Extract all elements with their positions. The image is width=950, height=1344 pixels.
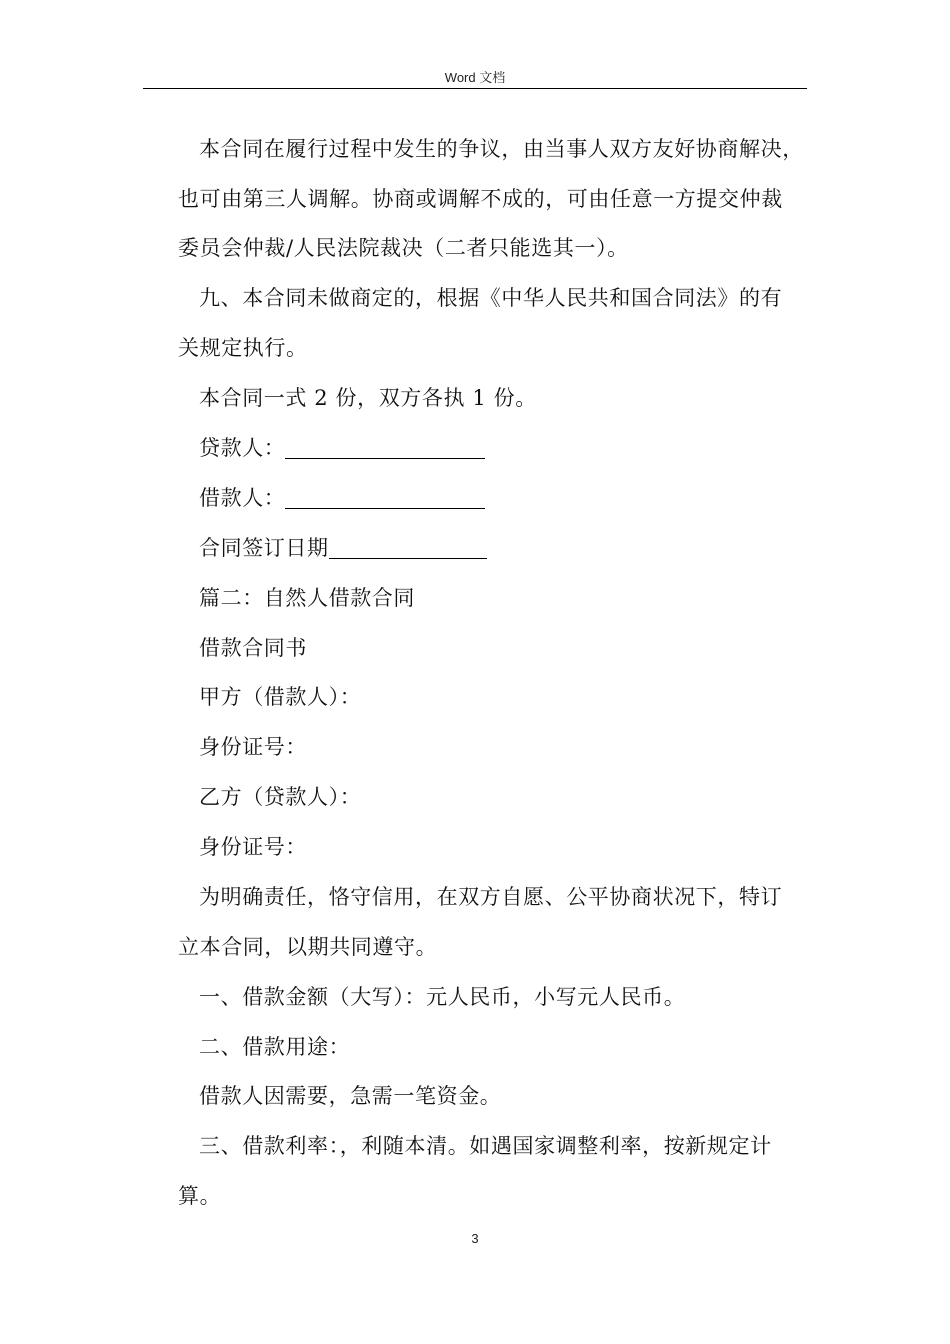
paragraph-line: 立本合同，以期共同遵守。 (178, 935, 438, 959)
borrower-blank (285, 486, 485, 509)
paragraph-line: 算。 (178, 1184, 222, 1208)
document-title: 借款合同书 (199, 636, 307, 660)
header-divider (143, 88, 807, 89)
lender-label: 贷款人： (199, 436, 286, 460)
paragraph-line: 本合同一式 2 份，双方各执 1 份。 (199, 386, 537, 410)
lender-signature-line (199, 434, 485, 462)
page-number: 3 (471, 1231, 479, 1246)
section-heading: 篇二：自然人借款合同 (199, 586, 415, 610)
party-a-line: 甲方（借款人）： (199, 685, 362, 709)
paragraph-line: 九、本合同未做商定的，根据《中华人民共和国合同法》的有 (199, 286, 783, 310)
paragraph-line: 关规定执行。 (178, 336, 308, 360)
page-header: Word 文档 (444, 70, 506, 85)
paragraph-line: 委员会仲裁/人民法院裁决（二者只能选其一）。 (178, 236, 629, 260)
clause-purpose: 二、借款用途： (199, 1035, 351, 1059)
paragraph-line: 借款人因需要，急需一笔资金。 (199, 1084, 502, 1108)
party-b-line: 乙方（贷款人）： (199, 785, 362, 809)
paragraph-line: 为明确责任，恪守信用，在双方自愿、公平协商状况下，特订 (199, 885, 783, 909)
clause-amount: 一、借款金额（大写）：元人民币，小写元人民币。 (199, 985, 686, 1009)
borrower-signature-line (199, 484, 485, 512)
party-b-id-line: 身份证号： (199, 835, 307, 859)
party-a-id-line: 身份证号： (199, 735, 307, 759)
signing-date-blank (329, 536, 487, 559)
clause-interest: 三、借款利率：，利随本清。如遇国家调整利率，按新规定计 (199, 1134, 772, 1158)
paragraph-line: 本合同在履行过程中发生的争议，由当事人双方友好协商解决， (199, 137, 804, 161)
lender-blank (285, 436, 485, 459)
signing-date-label: 合同签订日期 (199, 536, 329, 560)
signing-date-line (199, 534, 487, 562)
paragraph-line: 也可由第三人调解。协商或调解不成的，可由任意一方提交仲裁 (178, 187, 783, 211)
borrower-label: 借款人： (199, 486, 286, 510)
